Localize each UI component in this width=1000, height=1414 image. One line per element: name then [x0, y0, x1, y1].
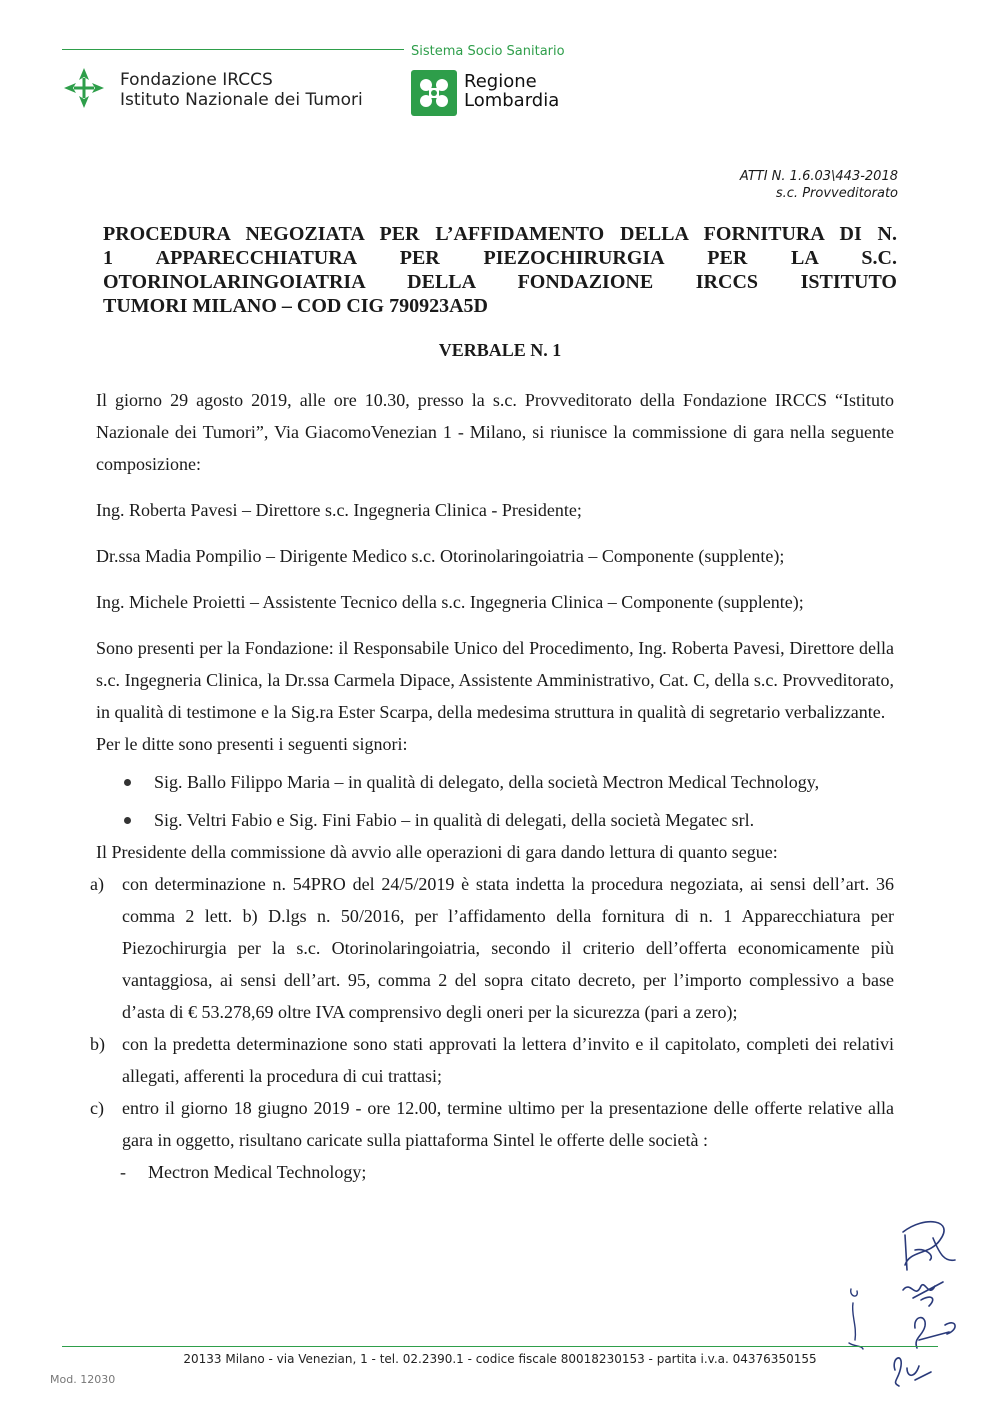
title-line-3: OTORINOLARINGOIATRIA DELLA FONDAZIONE IRCCS ISTITUTO	[103, 271, 897, 293]
institute-line1: Fondazione IRCCS	[120, 70, 273, 90]
delegates-list	[96, 766, 894, 836]
bullet-dot-icon	[124, 817, 131, 824]
list-item: Sig. Ballo Filippo Maria – in qualità di delegato, della società Mectron Medical Technology,	[96, 766, 894, 798]
ditte-intro: Per le ditte sono presenti i seguenti signori:	[96, 734, 408, 754]
list-item: Sig. Veltri Fabio e Sig. Fini Fabio – in qualità di delegati, della società Megatec srl.	[96, 804, 894, 836]
atti-number: ATTI N. 1.6.03\443-2018	[739, 169, 898, 184]
lettered-list	[90, 868, 894, 1156]
title-line-2: 1 APPARECCHIATURA PER PIEZOCHIRURGIA PER LA S.C.	[103, 247, 897, 269]
bullet-dot-icon	[124, 779, 131, 786]
list-item-a: a) con determinazione n. 54PRO del 24/5/2019 è stata indetta la procedura negoziata, ai sensi dell’art. 36 comma 2 lett. b) D.lgs n. 50/2016, per l’affidamento della fornitura di n. 1 Apparecchiatura per Piezochirurgia per la s.c. Otorinolaringoiatria, secondo il criterio dell’offerta economicamente più vantaggiosa, ai sensi dell’art. 95, comma 2 del sopra citato decreto, per l’importo complessivo a base d’asta di € 53.278,69 oltre IVA comprensivo degli oneri per la sicurezza (pari a zero);	[90, 874, 894, 1022]
member-component-2: Ing. Michele Proietti – Assistente Tecnico della s.c. Ingegneria Clinica – Componente (supplente);	[96, 592, 804, 612]
header-divider	[62, 49, 404, 50]
presidente-paragraph: Il Presidente della commissione dà avvio alle operazioni di gara dando lettura di quanto segue:	[96, 842, 778, 862]
title-line-1: PROCEDURA NEGOZIATA PER L’AFFIDAMENTO DELLA FORNITURA DI N.	[103, 223, 897, 245]
institute-logo-icon	[62, 66, 106, 110]
member-component-1: Dr.ssa Madia Pompilio – Dirigente Medico s.c. Otorinolaringoiatria – Componente (supplente);	[96, 546, 785, 566]
institute-name	[120, 70, 363, 110]
presenti-paragraph: Sono presenti per la Fondazione: il Responsabile Unico del Procedimento, Ing. Roberta Pavesi, Direttore della s.c. Ingegneria Clinica, la Dr.ssa Carmela Dipace, Assistente Amministrativo, Cat. C, della s.c. Provveditorato, in qualità di testimone e la Sig.ra Ester Scarpa, della medesima struttura in qualità di segretario verbalizzante.	[96, 638, 894, 722]
footer-address: 20133 Milano - via Venezian, 1 - tel. 02.2390.1 - codice fiscale 80018230153 - partita i.v.a. 04376350155	[183, 1352, 817, 1366]
intro-paragraph: Il giorno 29 agosto 2019, alle ore 10.30, presso la s.c. Provveditorato della Fondazione IRCCS “Istituto Nazionale dei Tumori”, Via GiacomoVenezian 1 - Milano, si riunisce la commissione di gara nella seguente composizione:	[96, 390, 894, 474]
institute-line2: Istituto Nazionale dei Tumori	[120, 90, 363, 110]
sistema-label: Sistema Socio Sanitario	[411, 44, 565, 59]
title-line-4: TUMORI MILANO – COD CIG 790923A5D	[103, 295, 488, 317]
member-president: Ing. Roberta Pavesi – Direttore s.c. Ingegneria Clinica - Presidente;	[96, 500, 582, 520]
regione-line2: Lombardia	[464, 90, 560, 111]
verbale-heading: VERBALE N. 1	[438, 340, 562, 360]
regione-name	[464, 72, 559, 110]
handwritten-mark	[845, 1285, 867, 1355]
regione-flower-icon	[411, 70, 457, 116]
office-name: s.c. Provveditorato	[775, 186, 898, 201]
document-reference	[740, 168, 898, 202]
regione-logo-icon	[411, 70, 457, 116]
company-item: - Mectron Medical Technology;	[120, 1162, 367, 1182]
regione-line1: Regione	[464, 71, 537, 92]
module-code: Mod. 12030	[50, 1373, 116, 1386]
document-body	[90, 384, 894, 1188]
document-title	[103, 222, 897, 318]
list-item-c: c) entro il giorno 18 giugno 2019 - ore 12.00, termine ultimo per la presentazione delle offerte relative alla gara in oggetto, risultano caricate sulla piattaforma Sintel le offerte delle società :	[90, 1098, 894, 1150]
footer-divider	[62, 1346, 938, 1347]
list-item-b: b) con la predetta determinazione sono stati approvati la lettera d’invito e il capitolato, completi dei relativi allegati, afferenti la procedura di cui trattasi;	[90, 1034, 894, 1086]
